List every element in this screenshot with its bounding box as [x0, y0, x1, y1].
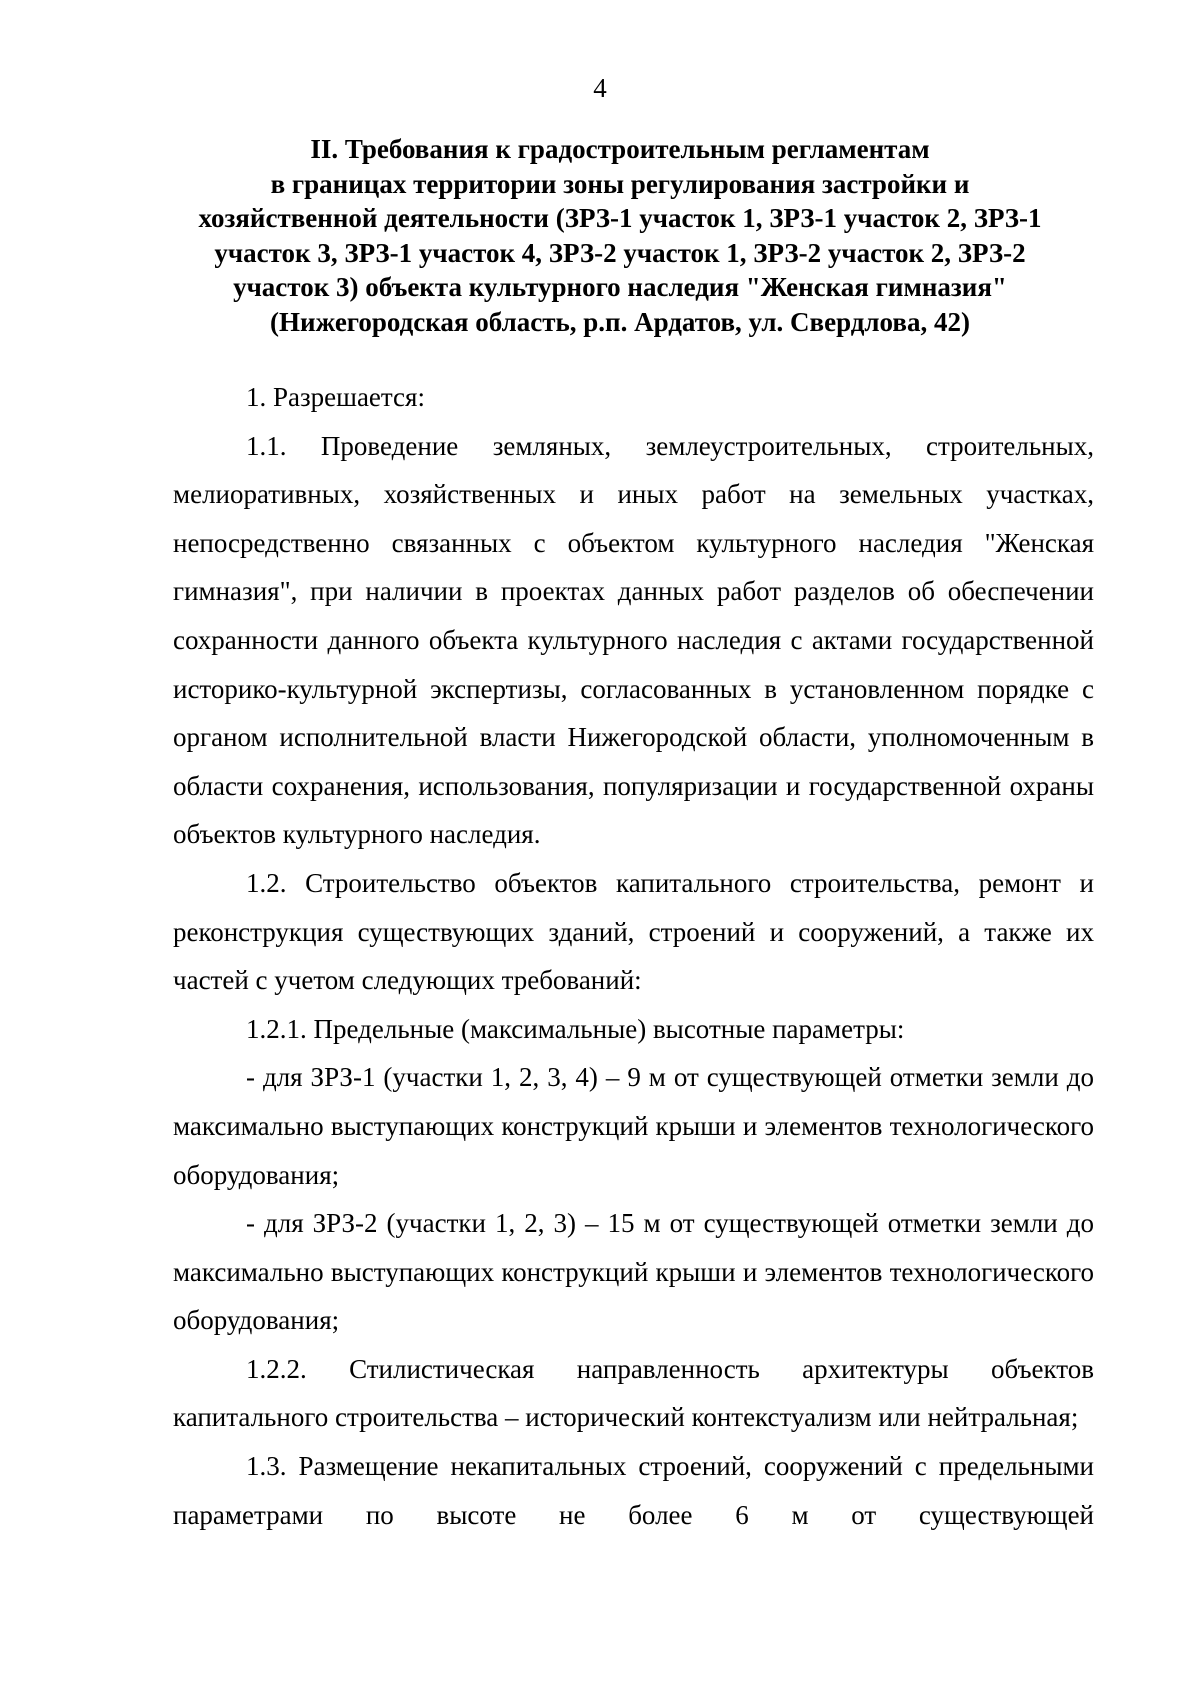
heading-line: II. Требования к градостроительным регламентам — [310, 134, 930, 164]
heading-line: (Нижегородская область, р.п. Ардатов, ул. Свердлова, 42) — [270, 306, 970, 337]
heading-line: хозяйственной деятельности (ЗРЗ-1 участок 1, ЗРЗ-1 участок 2, ЗРЗ-1 — [198, 203, 1042, 233]
document-body — [173, 373, 1094, 1539]
paragraph-zrz-1-height: - для ЗРЗ-1 (участки 1, 2, 3, 4) – 9 м от существующей отметки земли до максимально выступающих конструкций крыши и элементов технологического оборудования; — [173, 1062, 1094, 1190]
paragraph-1-3: 1.3. Размещение некапитальных строений, сооружений с предельными параметрами по высоте не более 6 м от существующей — [173, 1451, 1094, 1530]
heading-line: участок 3) объекта культурного наследия "Женская гимназия" — [233, 272, 1007, 302]
paragraph-permitted: 1. Разрешается: — [246, 382, 425, 412]
paragraph-1-2-2: 1.2.2. Стилистическая направленность архитектуры объектов капитального строительства – исторический контекстуализм или нейтральная; — [173, 1353, 1094, 1433]
heading-line: участок 3, ЗРЗ-1 участок 4, ЗРЗ-2 участок 1, ЗРЗ-2 участок 2, ЗРЗ-2 — [214, 237, 1026, 268]
heading-line: в границах территории зоны регулирования застройки и — [270, 168, 970, 199]
paragraph-zrz-2-height: - для ЗРЗ-2 (участки 1, 2, 3) – 15 м от существующей отметки земли до максимально выступающих конструкций крыши и элементов технологического оборудования; — [173, 1208, 1094, 1336]
section-heading — [160, 132, 1080, 339]
paragraph-1-2: 1.2. Строительство объектов капитального строительства, ремонт и реконструкция существующих зданий, строений и сооружений, а также их частей с учетом следующих требований: — [173, 867, 1094, 996]
page-number: 4 — [593, 73, 607, 103]
paragraph-1-1: 1.1. Проведение земляных, землеустроительных, строительных, мелиоративных, хозяйственных и иных работ на земельных участках, непосредственно связанных с объектом культурного наследия "Женская гимназия", при наличии в проектах данных работ разделов об обеспечении сохранности данного объекта культурного наследия с актами государственной историко-культурной экспертизы, согласованных в установленном порядке с органом исполнительной власти Нижегородской области, уполномоченным в области сохранения, использования, популяризации и государственной охраны объектов культурного наследия. — [173, 430, 1094, 850]
paragraph-1-2-1: 1.2.1. Предельные (максимальные) высотные параметры: — [246, 1013, 905, 1044]
